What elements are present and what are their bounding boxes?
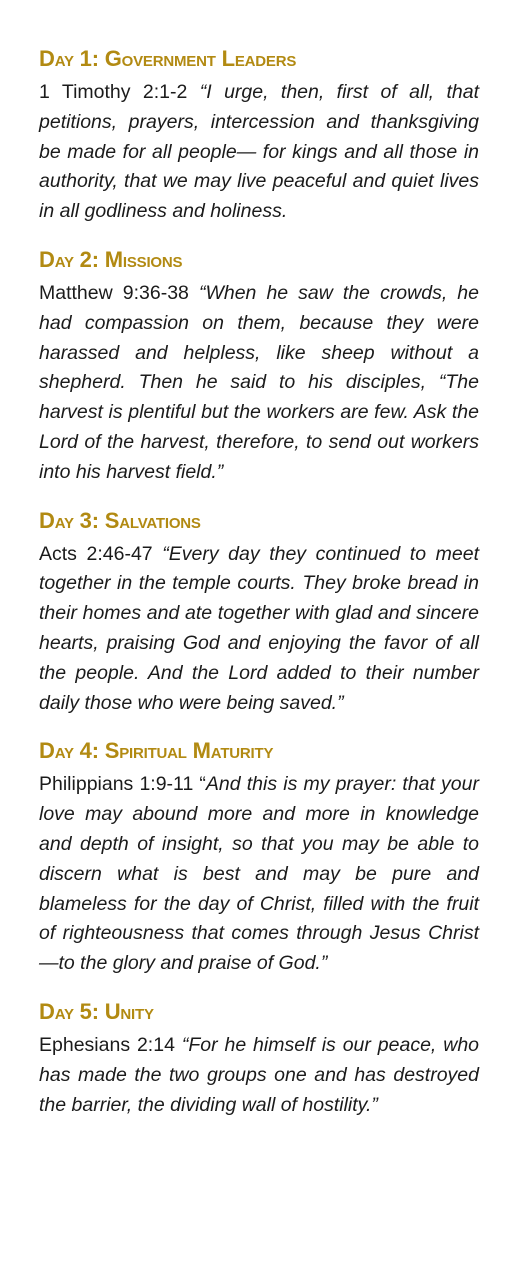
day-1-section	[39, 44, 479, 227]
day-3-section	[39, 506, 479, 719]
day-1-reference: 1 Timothy 2:1-2	[39, 81, 188, 103]
day-1-quote: “I urge, then, first of all, that petitions, prayers, intercession and thanksgiving be made for all people— for kings and all those in authority, that we may live peaceful and quiet lives in all godliness and holiness.	[39, 81, 479, 223]
day-5-section	[39, 997, 479, 1120]
day-4-passage	[39, 770, 479, 979]
day-5-title: Day 5: Unity	[39, 998, 154, 1024]
prayer-guide	[39, 44, 479, 1138]
day-2-section	[39, 245, 479, 488]
day-2-quote: “When he saw the crowds, he had compassion on them, because they were harassed and helpless, like sheep without a shepherd. Then he said to his disciples, “The harvest is plentiful but the workers are few. Ask the Lord of the harvest, therefore, to send out workers into his harvest field.”	[39, 281, 479, 483]
day-3-quote: “Every day they continued to meet together in the temple courts. They broke bread in their homes and ate together with glad and sincere hearts, praising God and enjoying the favor of all the people. And the Lord added to their number daily those who were being saved.”	[39, 542, 479, 714]
day-3-passage	[39, 540, 479, 719]
day-2-passage	[39, 279, 479, 488]
day-3-reference: Acts 2:46-47	[39, 542, 153, 565]
day-1-passage	[39, 78, 479, 227]
day-2-title: Day 2: Missions	[39, 246, 183, 272]
day-5-reference: Ephesians 2:14	[39, 1033, 175, 1056]
day-2-reference: Matthew 9:36-38	[39, 281, 189, 304]
day-4-reference: Philippians 1:9-11 “	[39, 773, 206, 796]
day-5-quote: “For he himself is our peace, who has made the two groups one and has destroyed the barrier, the dividing wall of hostility.”	[39, 1033, 480, 1116]
day-1-title: Day 1: Government Leaders	[39, 46, 297, 71]
day-4-section	[39, 736, 479, 979]
day-4-title: Day 4: Spiritual Maturity	[39, 738, 274, 764]
day-3-title: Day 3: Salvations	[39, 507, 201, 533]
day-5-passage	[39, 1031, 479, 1120]
day-4-quote: And this is my prayer: that your love may abound more and more in knowledge and depth of insight, so that you may be able to discern what is best and may be pure and blameless for the day of Christ, filled with the fruit of righteousness that comes through Jesus Christ—to the glory and praise of God.”	[39, 773, 479, 975]
